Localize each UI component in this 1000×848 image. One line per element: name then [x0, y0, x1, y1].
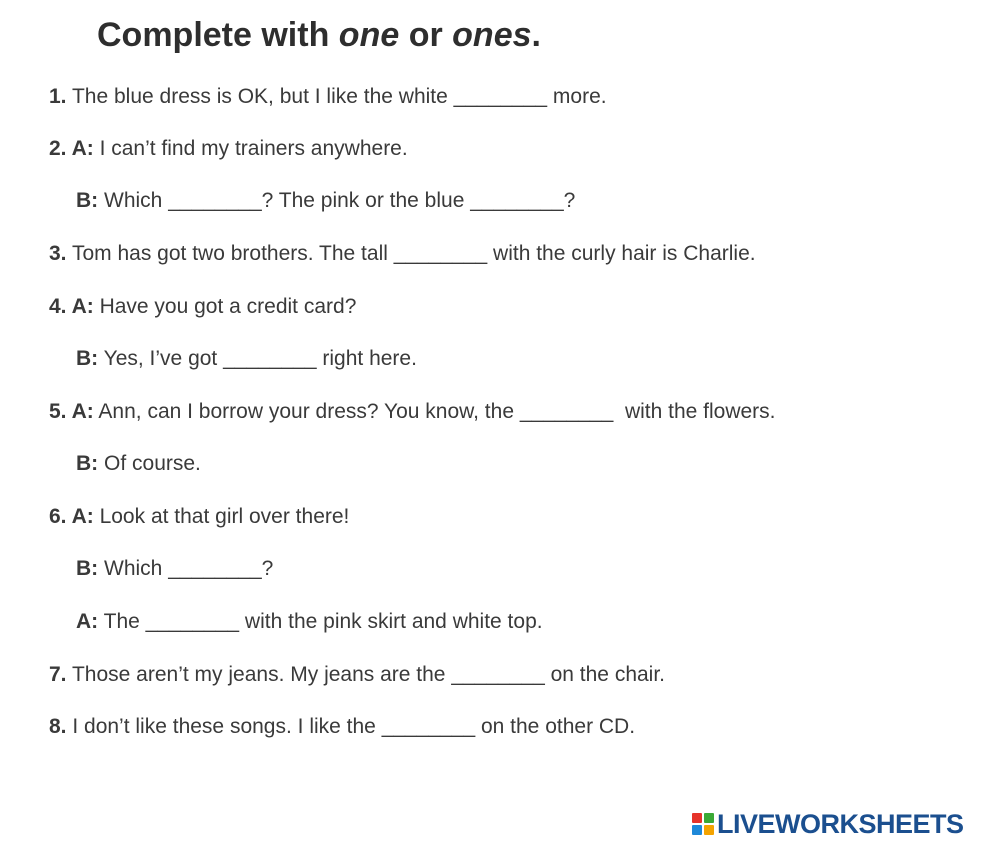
- logo-square-e: [704, 825, 714, 835]
- item-number: 1.: [49, 85, 67, 108]
- exercise-item-2a: 2. A: I can’t find my trainers anywhere.: [49, 137, 408, 160]
- exercise-item-5a: 5. A: Ann, can I borrow your dress? You know, the ________ with the flowers.: [49, 400, 776, 423]
- exercise-item-4b: B: Yes, I’ve got ________ right here.: [76, 347, 417, 370]
- speaker-label: A:: [66, 295, 94, 318]
- answer-blank-4[interactable]: ________: [223, 347, 317, 370]
- exercise-item-5b: B: Of course.: [76, 452, 201, 475]
- logo-square-l: [692, 813, 702, 823]
- answer-blank-8[interactable]: ________: [381, 715, 476, 738]
- speaker-label: B:: [76, 347, 99, 370]
- exercise-item-8: 8. I don’t like these songs. I like the ________ on the other CD.: [49, 715, 636, 738]
- item-number: 4.: [49, 295, 67, 318]
- speaker-label: B:: [76, 452, 99, 475]
- answer-blank-7[interactable]: ________: [451, 663, 545, 686]
- speaker-label: A:: [66, 400, 94, 423]
- item-number: 5.: [49, 400, 67, 423]
- exercise-item-3: 3. Tom has got two brothers. The tall ________ with the curly hair is Charlie.: [49, 242, 756, 265]
- answer-blank-6b[interactable]: ________: [145, 610, 240, 633]
- exercise-item-4a: 4. A: Have you got a credit card?: [49, 295, 357, 318]
- logo-text: LIVEWORKSHEETS: [717, 809, 964, 839]
- exercise-item-6a: 6. A: Look at that girl over there!: [49, 505, 350, 528]
- answer-blank-2b[interactable]: ________: [470, 189, 564, 212]
- speaker-label: A:: [66, 137, 94, 160]
- answer-blank-3[interactable]: ________: [393, 242, 488, 265]
- page-title: Complete with one or ones.: [97, 16, 541, 54]
- speaker-label: B:: [76, 557, 99, 580]
- item-number: 8.: [49, 715, 67, 738]
- exercise-item-2b: B: Which ________? The pink or the blue ________?: [76, 189, 576, 212]
- item-number: 7.: [49, 663, 67, 686]
- speaker-label: B:: [76, 189, 99, 212]
- answer-blank-5[interactable]: ________: [519, 400, 614, 423]
- exercise-item-7: 7. Those aren’t my jeans. My jeans are the ________ on the chair.: [49, 663, 666, 686]
- item-number: 3.: [49, 242, 67, 265]
- logo-mark-icon: [692, 813, 714, 835]
- answer-blank-6a[interactable]: ________: [168, 557, 262, 580]
- liveworksheets-logo[interactable]: [692, 809, 964, 839]
- item-number: 2.: [49, 137, 67, 160]
- logo-square-v: [692, 825, 702, 835]
- exercise-item-6b: B: Which ________?: [76, 557, 274, 580]
- speaker-label: A:: [66, 505, 94, 528]
- exercise-item-6c: A: The ________ with the pink skirt and white top.: [76, 610, 543, 633]
- item-number: 6.: [49, 505, 67, 528]
- speaker-label: A:: [76, 610, 99, 633]
- answer-blank-2a[interactable]: ________: [168, 189, 262, 212]
- answer-blank-1[interactable]: ________: [453, 85, 548, 108]
- logo-square-i: [704, 813, 714, 823]
- exercise-item-1: 1. The blue dress is OK, but I like the white ________ more.: [49, 85, 607, 108]
